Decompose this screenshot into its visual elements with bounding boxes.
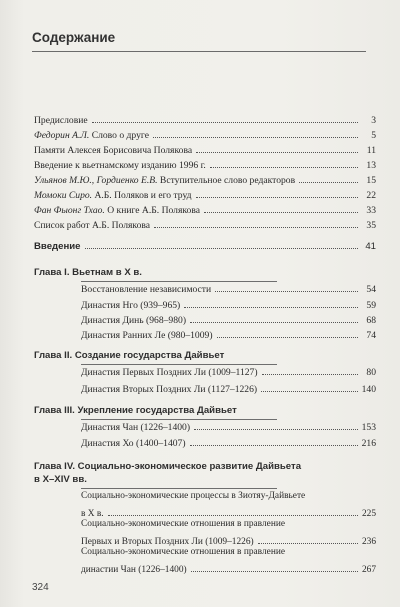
toc-entry: Фан Фыонг Тхао. О книге А.Б. Полякова 33 [34,205,376,216]
chapter-heading: Глава II. Создание государства Дайвьет [34,350,225,361]
toc-subentry: Династия Динь (968–980) 68 [81,315,376,326]
toc-subentry: Восстановление независимости 54 [81,284,376,295]
toc-entry: Предисловие 3 [34,115,376,126]
toc-entry: Введение к вьетнамскому изданию 1996 г. 13 [34,160,376,171]
toc-entry-introduction: Введение 41 [34,241,376,252]
toc-subentry: Социально-экономические процессы в Зиотяу-Дайвьете в X в. 225 [81,491,376,519]
chapter-heading-line: Глава IV. Социально-экономическое развитие Дайвьета [34,461,302,472]
toc-subentry: Династия Первых Поздних Ли (1009–1127) 80 [81,367,376,378]
toc-subentry: Династия Нго (939–965) 59 [81,300,376,311]
toc-entry: Ульянов М.Ю., Гордиенко Е.В. Вступительное слово редакторов 15 [34,175,376,186]
toc-subentry: Социально-экономические отношения в правление Первых и Вторых Поздних Ли (1009–1226) 236 [81,519,376,547]
page-title: Содержание [32,30,366,52]
chapter-heading [34,460,374,486]
toc-entry: Момоки Сиро. А.Б. Поляков и его труд 22 [34,190,376,201]
page-number: 324 [32,582,49,593]
toc-entry: Список работ А.Б. Полякова 35 [34,220,376,231]
toc-subentry: Династия Чан (1226–1400) 153 [81,422,376,433]
toc-subentry: Социально-экономические отношения в правление династии Чан (1226–1400) 267 [81,547,376,575]
chapter-heading: Глава III. Укрепление государства Дайвьет [34,405,237,416]
chapter-heading-line: в X–XIV вв. [34,474,87,485]
toc-subentry: Династия Хо (1400–1407) 216 [81,438,376,449]
chapter-heading: Глава I. Вьетнам в X в. [34,267,142,278]
toc-entry: Федорин А.Л. Слово о друге 5 [34,130,376,141]
chapter-rule [81,488,277,489]
toc-subentry: Династия Вторых Поздних Ли (1127–1226) 140 [81,384,376,395]
toc-entry: Памяти Алексея Борисовича Полякова 11 [34,145,376,156]
toc-subentry: Династия Ранних Ле (980–1009) 74 [81,330,376,341]
